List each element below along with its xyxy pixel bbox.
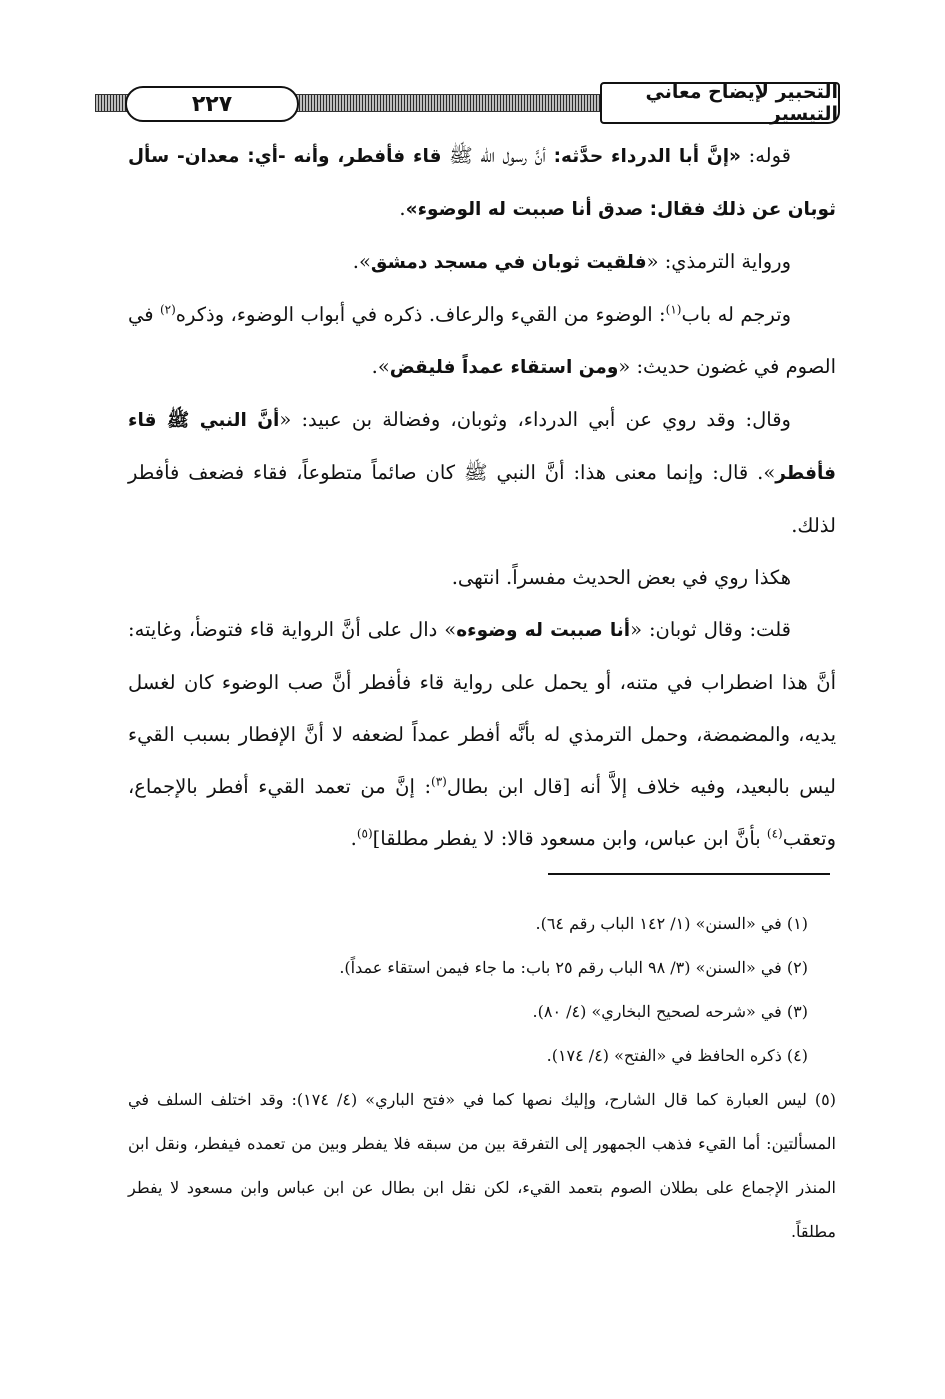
footnote-ref: (٤) — [766, 826, 783, 841]
hadith-quote: قاء فأفطر، وأنه -أي: معدان- سأل ثوبان عن ذلك فقال: صدق أنا صببت له الوضوء» — [128, 146, 836, 220]
footnote-separator — [548, 873, 830, 875]
hadith-quote: أنا صببت له وضوءه — [456, 620, 631, 641]
footnote-ref: (٥) — [356, 826, 373, 841]
main-text — [128, 130, 836, 865]
footnote-ref: (٣) — [431, 774, 447, 789]
footnote-5: (٥) ليس العبارة كما قال الشارح، وإليك نصها كما في «فتح الباري» (٤/ ١٧٤): وقد اختلف السلف في المسألتين: أما القيء فذهب الجمهور إلى التفرقة بين من سبقه فلا يفطر وبين من تعمده فيفطر، ونقل ابن المنذر الإجماع على بطلان الصوم بتعمد القيء، لكن نقل ابن بطال عن ابن عباس وابن مسعود لا يفطر مطلقاً. — [128, 1090, 837, 1241]
text-run: قلت: وقال ثوبان: « — [630, 618, 791, 641]
text-run: وقال: وقد روي عن أبي الدرداء، وثوبان، وفضالة بن عبيد: « — [279, 408, 791, 431]
footnotes — [128, 902, 836, 1254]
text-run: : إنَّ من تعمد القيء أفطر بالإجماع، وتعقب — [128, 775, 836, 850]
text-run: : الوضوء من القيء والرعاف. ذكره في أبواب الوضوء، وذكره — [175, 303, 666, 326]
text-run: ». — [352, 250, 371, 273]
page-number: ٢٢٧ — [125, 86, 299, 122]
paragraph-3 — [128, 289, 836, 394]
text-run: ». قال: وإنما معنى هذا: أنَّ النبي ﷺ كان صائماً متطوعاً، فقاء فضعف فأفطر لذلك. — [128, 461, 836, 537]
hadith-quote: ومن استقاء عمداً فليقض — [389, 357, 619, 378]
paragraph-1 — [128, 130, 836, 236]
text-run: ورواية الترمذي: « — [646, 250, 791, 273]
hadith-quote: فلقيت ثوبان في مسجد دمشق — [370, 252, 647, 273]
text-run: هكذا روي في بعض الحديث مفسراً. انتهى. — [451, 566, 791, 589]
footnote-2: (٢) في «السنن» (٣/ ٩٨ الباب رقم ٢٥ باب: ما جاء فيمن استقاء عمداً). — [339, 958, 808, 977]
footnote-1: (١) في «السنن» (١/ ١٤٢ الباب رقم ٦٤). — [535, 914, 808, 933]
footnote-ref: (١) — [665, 302, 682, 317]
paragraph-5 — [128, 552, 836, 604]
text-run: » دال على أنَّ الرواية قاء فتوضأ، وغايته: أنَّ هذا اضطراب في متنه، أو يحمل على رواية قاء فأفطر أنَّ صب الوضوء كان لغسل يديه، والمضمضة، وحمل الترمذي له بأنَّه أفطر عمداً لضعفه لا أنَّ الإفطار بسبب القيء ليس بالبعيد، وفيه خلاف إلاَّ أنه [قال ابن بطال — [128, 618, 836, 798]
footnote-3: (٣) في «شرحه لصحيح البخاري» (٤/ ٨٠). — [532, 1002, 808, 1021]
hadith-quote: أنَّ النبي ﷺ قاء فأفطر — [128, 410, 836, 484]
text-run: . — [399, 197, 406, 220]
footnote-ref: (٢) — [159, 302, 176, 317]
paragraph-6 — [128, 604, 836, 865]
hadith-quote: «إنَّ أبا الدرداء حدَّثه: — [545, 146, 742, 167]
page-header — [95, 82, 840, 126]
text-run: في الصوم في غضون حديث: « — [128, 303, 836, 378]
text-run: ». — [371, 355, 390, 378]
running-book-title: التحبير لإيضاح معاني التيسير — [600, 82, 840, 124]
footnote-4: (٤) ذكره الحافظ في «الفتح» (٤/ ١٧٤). — [546, 1046, 808, 1065]
text-run: بأنَّ ابن عباس، وابن مسعود قالا: لا يفطر مطلقا] — [372, 827, 767, 850]
paragraph-2 — [128, 236, 836, 289]
text-run: أنَّ رسول الله ﷺ — [441, 144, 546, 167]
text-run: قوله: — [741, 144, 791, 167]
text-run: وترجم له باب — [681, 303, 791, 326]
text-run: . — [350, 827, 357, 850]
paragraph-4 — [128, 394, 836, 552]
